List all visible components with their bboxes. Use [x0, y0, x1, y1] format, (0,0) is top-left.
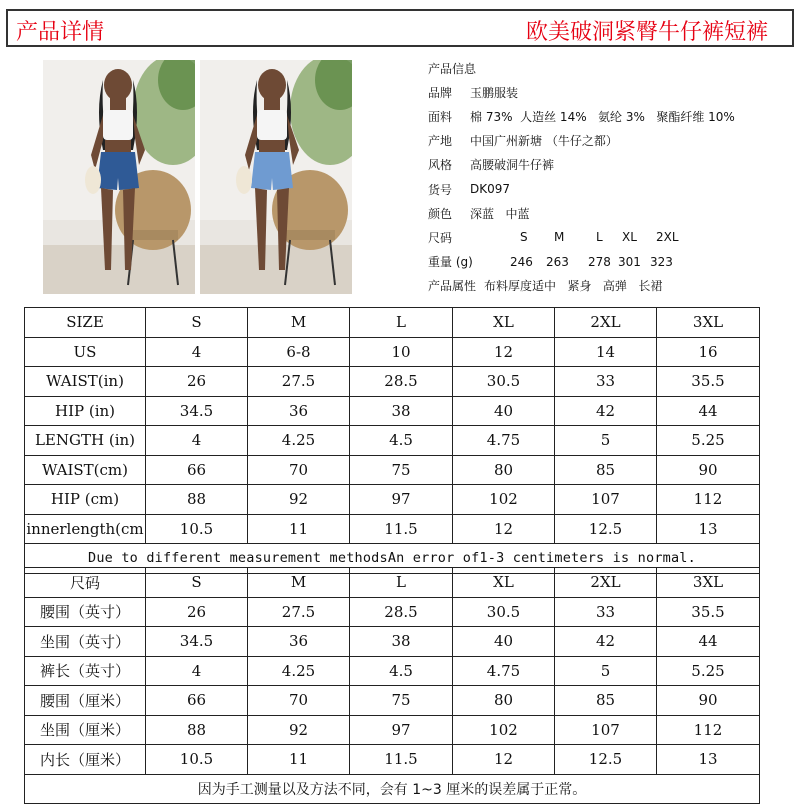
table-cell: 97: [350, 715, 453, 745]
size-table-chinese: [24, 567, 760, 804]
table-header-row: [25, 568, 760, 598]
table-cell: 107: [555, 485, 657, 515]
info-brand: [428, 80, 735, 104]
table-cell: 80: [453, 686, 555, 716]
table-cell: 13: [657, 514, 760, 544]
table-cell: 4: [146, 426, 248, 456]
table-cell: M: [248, 568, 350, 598]
table-cell: 4: [146, 337, 248, 367]
origin-label: 产地: [428, 134, 453, 149]
table-cell: 36: [248, 396, 350, 426]
table-cell: 5.25: [657, 656, 760, 686]
row-label-cell: 裤长（英寸）: [25, 656, 146, 686]
table-row: [25, 455, 760, 485]
table-cell: 4.25: [248, 656, 350, 686]
size-table-english-body: [25, 308, 760, 544]
table-row: [25, 686, 760, 716]
info-style: [428, 153, 735, 177]
table-cell: 112: [657, 485, 760, 515]
weight-label: 重量 (g): [428, 255, 473, 270]
table-cell: 27.5: [248, 367, 350, 397]
table-cell: 14: [555, 337, 657, 367]
table-cell: 30.5: [453, 597, 555, 627]
table-row: [25, 396, 760, 426]
table-cell: 34.5: [146, 627, 248, 657]
fabric-value: 棉 73% 人造丝 14% 氨纶 3% 聚酯纤维 10%: [470, 109, 735, 124]
table-cell: 88: [146, 485, 248, 515]
table-cell: 70: [248, 686, 350, 716]
table-cell: 70: [248, 455, 350, 485]
table-cell: 4.75: [453, 656, 555, 686]
row-label-cell: 腰围（英寸）: [25, 597, 146, 627]
style-value: 高腰破洞牛仔裤: [470, 158, 555, 173]
table-cell: L: [350, 308, 453, 338]
table-row: [25, 597, 760, 627]
row-label-cell: HIP (cm): [25, 485, 146, 515]
size-value: M: [554, 230, 565, 245]
table-cell: 12: [453, 745, 555, 775]
weight-value: 246: [510, 254, 533, 269]
attributes-label: 产品属性: [428, 279, 477, 294]
table-cell: 38: [350, 627, 453, 657]
row-label-cell: WAIST(cm): [25, 455, 146, 485]
table-row: [25, 514, 760, 544]
table-cell: 97: [350, 485, 453, 515]
info-fabric: [428, 104, 735, 128]
row-label-cell: LENGTH (in): [25, 426, 146, 456]
table-cell: 35.5: [657, 597, 760, 627]
table-cell: 4: [146, 656, 248, 686]
table-cell: 10: [350, 337, 453, 367]
table-cell: 4.25: [248, 426, 350, 456]
table-cell: 5: [555, 656, 657, 686]
size-table-note: Due to different measurement methodsAn error of1-3 centimeters is normal.: [25, 544, 760, 574]
product-info: [428, 56, 735, 298]
item-no-label: 货号: [428, 182, 453, 197]
table-cell: 102: [453, 485, 555, 515]
table-row: [25, 656, 760, 686]
origin-value: 中国广州新塘 （牛仔之都）: [470, 134, 618, 149]
header-left-title: 产品详情: [16, 20, 105, 45]
table-cell: 4.5: [350, 426, 453, 456]
table-cell: 36: [248, 627, 350, 657]
info-size: [428, 225, 735, 249]
table-cell: 90: [657, 455, 760, 485]
product-photo-dark-blue[interactable]: [43, 60, 195, 294]
table-cell: 80: [453, 455, 555, 485]
table-cell: 11: [248, 745, 350, 775]
style-label: 风格: [428, 158, 453, 173]
table-cell: 12: [453, 514, 555, 544]
table-cell: 66: [146, 686, 248, 716]
info-attributes: [428, 274, 735, 298]
page-header: [6, 9, 794, 47]
table-cell: 3XL: [657, 308, 760, 338]
table-cell: 42: [555, 396, 657, 426]
size-label: 尺码: [428, 230, 453, 245]
product-photo-medium-blue[interactable]: [200, 60, 352, 294]
weight-value: 323: [650, 254, 673, 269]
table-cell: 85: [555, 455, 657, 485]
table-cell: S: [146, 568, 248, 598]
table-cell: XL: [453, 568, 555, 598]
table-cell: 12: [453, 337, 555, 367]
table-cell: 35.5: [657, 367, 760, 397]
table-row: [25, 367, 760, 397]
row-label-cell: innerlength(cm: [25, 514, 146, 544]
table-cell: 4.5: [350, 656, 453, 686]
size-value: XL: [622, 230, 637, 245]
table-cell: 11.5: [350, 745, 453, 775]
table-cell: 75: [350, 455, 453, 485]
table-row: [25, 337, 760, 367]
table-cell: 11.5: [350, 514, 453, 544]
table-cell: 44: [657, 396, 760, 426]
row-label-cell: 坐围（厘米）: [25, 715, 146, 745]
table-cell: 112: [657, 715, 760, 745]
row-label-cell: WAIST(in): [25, 367, 146, 397]
item-no-value: DK097: [470, 182, 511, 197]
row-label-cell: US: [25, 337, 146, 367]
brand-label: 品牌: [428, 85, 453, 100]
row-label-cell: 尺码: [25, 568, 146, 598]
size-table-cn-note: 因为手工测量以及方法不同，会有 1~3 厘米的误差属于正常。: [25, 774, 760, 804]
table-cell: 40: [453, 396, 555, 426]
size-value: 2XL: [656, 230, 679, 245]
table-cell: 75: [350, 686, 453, 716]
table-cell: 13: [657, 745, 760, 775]
table-cell: 2XL: [555, 308, 657, 338]
table-cell: 16: [657, 337, 760, 367]
size-table-chinese-body: [25, 568, 760, 775]
row-label-cell: 坐围（英寸）: [25, 627, 146, 657]
row-label-cell: 内长（厘米）: [25, 745, 146, 775]
table-cell: 28.5: [350, 367, 453, 397]
table-cell: XL: [453, 308, 555, 338]
table-cell: 92: [248, 715, 350, 745]
table-row: [25, 745, 760, 775]
table-cell: 85: [555, 686, 657, 716]
table-cell: 10.5: [146, 514, 248, 544]
table-cell: 107: [555, 715, 657, 745]
table-cell: 5.25: [657, 426, 760, 456]
table-cell: 102: [453, 715, 555, 745]
info-title: 产品信息: [428, 61, 477, 76]
table-cell: 42: [555, 627, 657, 657]
table-cell: 92: [248, 485, 350, 515]
table-header-row: [25, 308, 760, 338]
table-cell: 10.5: [146, 745, 248, 775]
table-row: [25, 485, 760, 515]
table-cell: 6-8: [248, 337, 350, 367]
table-cell: 5: [555, 426, 657, 456]
table-cell: 3XL: [657, 568, 760, 598]
info-weight: [428, 250, 735, 274]
color-value: 深蓝 中蓝: [470, 206, 530, 221]
table-cell: 66: [146, 455, 248, 485]
size-value: S: [520, 230, 528, 245]
table-cell: S: [146, 308, 248, 338]
table-cell: 33: [555, 597, 657, 627]
size-value: L: [596, 230, 603, 245]
brand-value: 玉鹏服装: [470, 85, 519, 100]
table-cell: 34.5: [146, 396, 248, 426]
attributes-value: 布料厚度适中 紧身 高弹 长裙: [484, 279, 663, 294]
table-cell: 38: [350, 396, 453, 426]
color-label: 颜色: [428, 206, 453, 221]
table-cell: 30.5: [453, 367, 555, 397]
table-cell: 26: [146, 367, 248, 397]
table-row: [25, 627, 760, 657]
table-cell: 40: [453, 627, 555, 657]
fabric-label: 面料: [428, 109, 453, 124]
weight-value: 301: [618, 254, 641, 269]
header-right-title: 欧美破洞紧臀牛仔裤短裤: [525, 20, 768, 45]
row-label-cell: 腰围（厘米）: [25, 686, 146, 716]
info-origin: [428, 129, 735, 153]
table-cell: L: [350, 568, 453, 598]
table-cell: 11: [248, 514, 350, 544]
table-cell: 44: [657, 627, 760, 657]
table-cell: 33: [555, 367, 657, 397]
table-cell: 12.5: [555, 514, 657, 544]
row-label-cell: HIP (in): [25, 396, 146, 426]
table-cell: 2XL: [555, 568, 657, 598]
table-cell: 4.75: [453, 426, 555, 456]
weight-value: 278: [588, 254, 611, 269]
table-cell: 27.5: [248, 597, 350, 627]
weight-value: 263: [546, 254, 569, 269]
info-item-no: [428, 177, 735, 201]
row-label-cell: SIZE: [25, 308, 146, 338]
table-cell: 28.5: [350, 597, 453, 627]
size-table-english: [24, 307, 760, 574]
table-row: [25, 426, 760, 456]
table-cell: 90: [657, 686, 760, 716]
table-row: [25, 715, 760, 745]
table-cell: 12.5: [555, 745, 657, 775]
table-cell: 88: [146, 715, 248, 745]
table-cell: M: [248, 308, 350, 338]
info-color: [428, 201, 735, 225]
table-cell: 26: [146, 597, 248, 627]
size-table-cn-note-row: [25, 774, 760, 804]
